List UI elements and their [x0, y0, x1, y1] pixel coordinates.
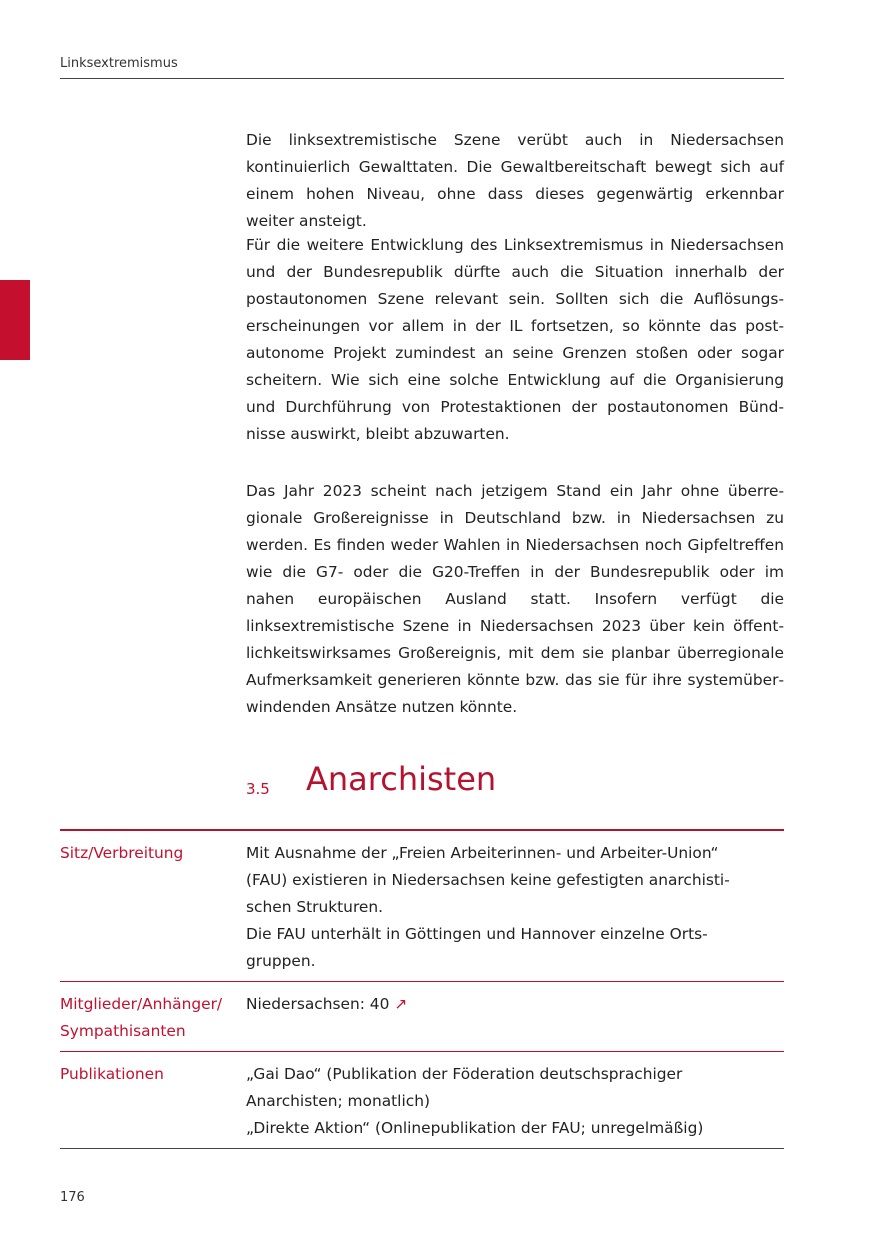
header-divider	[60, 78, 784, 79]
chapter-marker-tab	[0, 280, 30, 360]
paragraph-2: Für die weitere Entwicklung des Linksextremismus in Niedersachsen und der Bundesrepublik dürfte auch die Situation innerhalb der postautonomen Szene relevant sein. Sollten sich die Auflösungserscheinungen vor allem in der IL fortsetzen, so könnte das postautonome Projekt zumindest an seine Grenzen stoßen oder sogar scheitern. Wie sich eine solche Entwicklung auf die Organisierung und Durchführung von Protestaktionen der postautonomen Bündnisse auswirkt, bleibt abzuwarten.	[246, 236, 784, 443]
paragraph-3: Das Jahr 2023 scheint nach jetzigem Stand ein Jahr ohne überregionale Großereignisse in Deutschland bzw. in Niedersachsen zu werden. Es finden weder Wahlen in Niedersachsen noch Gipfeltreffen wie die G7- oder die G20-Treffen in der Bundesrepublik oder im nahen europäischen Ausland statt. Insofern verfügt die linksextremistische Szene in Niedersachsen 2023 über kein öffentlichkeitswirksames Großereignis, mit dem sie planbar überregionale Aufmerksamkeit generieren könnte bzw. das sie für ihre systemüberwindenden Ansätze nutzen könnte.	[246, 482, 784, 716]
row-label: Sitz/Verbreitung	[60, 844, 184, 862]
running-title: Linksextremismus	[60, 56, 178, 71]
trend-up-arrow-icon: ↗	[394, 995, 408, 1013]
paragraph-1: Die linksextremistische Szene verübt auch in Niedersachsen kontinuierlich Gewalttaten. Die Gewaltbereitschaft bewegt sich auf einem hohen Niveau, ohne dass dieses gegenwärtig erkennbar weiter ansteigt.	[246, 131, 784, 230]
row-label: Publikationen	[60, 1065, 164, 1083]
value-line: Die FAU unterhält in Göttingen und Hannover einzelne Ortsgruppen.	[246, 925, 708, 970]
section-heading	[246, 760, 784, 810]
member-count: Niedersachsen: 40	[246, 995, 390, 1013]
info-table	[60, 829, 784, 1149]
value-line: „Gai Dao“ (Publikation der Föderation deutschsprachiger Anarchisten; monatlich)	[246, 1065, 683, 1110]
table-row-mitglieder	[60, 982, 784, 1052]
row-value	[246, 991, 784, 1045]
page-number: 176	[60, 1190, 85, 1205]
value-line: „Direkte Aktion“ (Onlinepublikation der FAU; unregelmäßig)	[246, 1119, 704, 1137]
table-row-sitz	[60, 831, 784, 982]
row-value	[246, 1061, 784, 1142]
value-line: Mit Ausnahme der „Freien Arbeiterinnen- und Arbeiter-Union“ (FAU) existieren in Niedersachsen keine gefestigten anarchistischen Strukturen.	[246, 844, 730, 916]
row-value	[246, 840, 784, 975]
section-title: Anarchisten	[306, 760, 497, 798]
section-number: 3.5	[246, 780, 270, 798]
table-row-publikationen	[60, 1052, 784, 1149]
row-label: Mitglieder/Anhänger/ Sympathisanten	[60, 995, 223, 1040]
